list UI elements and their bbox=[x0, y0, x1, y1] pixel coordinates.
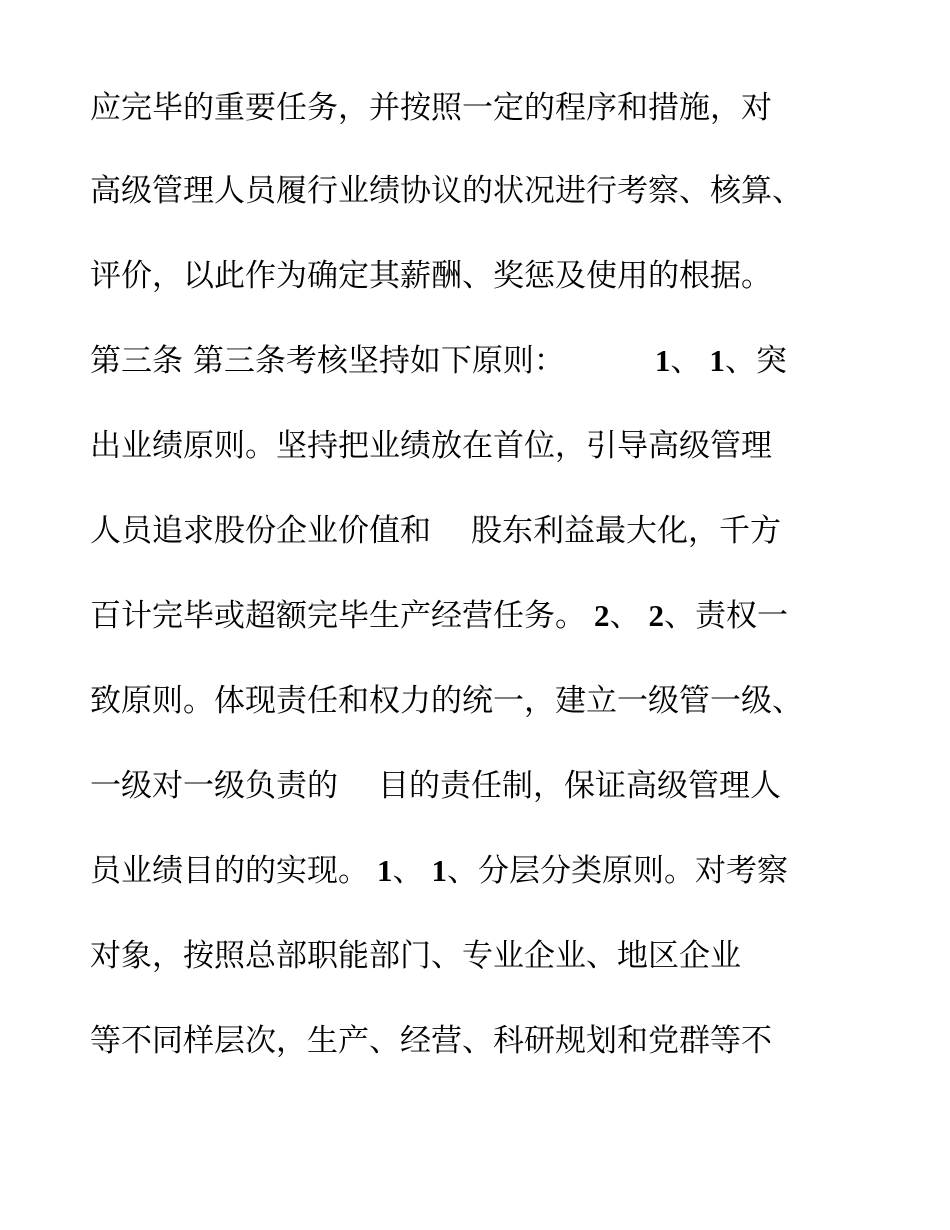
list-separator: 、 bbox=[392, 853, 424, 889]
paragraph-line-3: 评价，以此作为确定其薪酬、奖惩及使用的根据。 bbox=[90, 258, 772, 294]
paragraph-line-12: 等不同样层次，生产、经营、科研规划和党群等不 bbox=[90, 1023, 772, 1059]
paragraph-line-7: 百计完毕或超额完毕生产经营任务。 2、 2、责权一 bbox=[90, 598, 788, 634]
paragraph-line-8: 致原则。体现责任和权力的统一，建立一级管一级、 bbox=[90, 683, 803, 719]
article-heading: 第三条 第三条考核坚持如下原则： bbox=[90, 343, 565, 379]
paragraph-line-5: 出业绩原则。坚持把业绩放在首位，引导高级管理 bbox=[90, 428, 772, 464]
paragraph-line-2: 高级管理人员履行业绩协议的状况进行考察、核算、 bbox=[90, 173, 803, 209]
list-separator: 、 bbox=[670, 343, 702, 379]
list-item-text: 、责权一 bbox=[664, 598, 788, 634]
list-number: 1 bbox=[377, 853, 393, 888]
list-item-text: 、分层分类原则。对考察 bbox=[447, 853, 788, 889]
paragraph-line-4 bbox=[90, 341, 787, 381]
list-item-text: 、突 bbox=[724, 343, 787, 379]
list-number: 2 bbox=[594, 598, 610, 633]
list-number: 1 bbox=[709, 343, 725, 378]
list-number: 1 bbox=[431, 853, 447, 888]
list-number: 1 bbox=[654, 343, 671, 378]
paragraph-line-11: 对象，按照总部职能部门、专业企业、地区企业 bbox=[90, 938, 741, 974]
paragraph-line-1: 应完毕的重要任务，并按照一定的程序和措施，对 bbox=[90, 90, 772, 126]
paragraph-line-9: 一级对一级负责的 目的责任制，保证高级管理人 bbox=[90, 768, 781, 804]
list-number: 2 bbox=[648, 598, 664, 633]
paragraph-line-6: 人员追求股份企业价值和 股东利益最大化，千方 bbox=[90, 513, 781, 549]
paragraph-line-10: 员业绩目的的实现。 1、 1、分层分类原则。对考察 bbox=[90, 853, 788, 889]
list-separator: 、 bbox=[609, 598, 641, 634]
